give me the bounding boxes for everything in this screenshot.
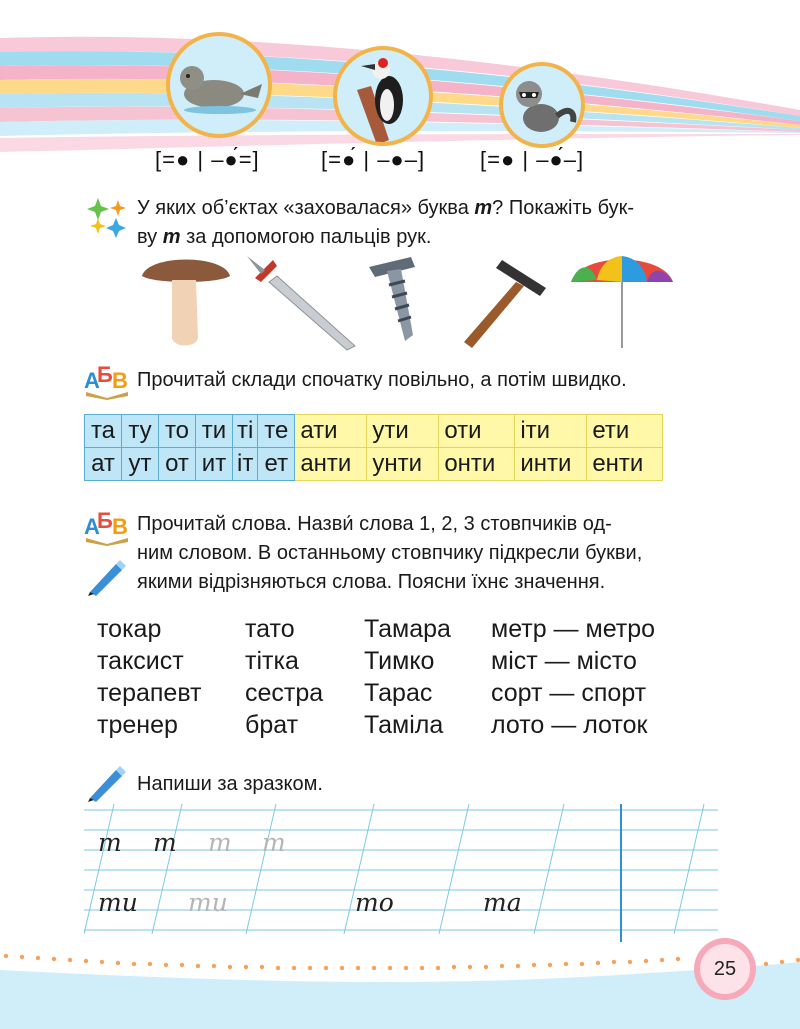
syllable-cell: инти <box>515 448 587 481</box>
pen-icon <box>86 560 126 596</box>
syllable-cell: іти <box>515 415 587 448</box>
task3-line2: ним словом. В останньому стовпчику підкресли букви, <box>137 542 643 564</box>
sample-letter: т <box>153 828 177 857</box>
syllable-cell: ати <box>295 415 367 448</box>
task1-line1: У яких об’єктах «заховалася» буква <box>137 197 475 219</box>
raccoon-picture <box>499 62 585 148</box>
word: Тимко <box>364 647 435 675</box>
seal-icon <box>170 36 268 134</box>
task1-line1-end: ? Покажіть бук- <box>492 197 635 219</box>
syllable-cell: унти <box>367 448 439 481</box>
syllable-cell: ти <box>196 415 233 448</box>
trace-syllable: тu <box>188 888 228 917</box>
syllable-row <box>85 448 663 481</box>
sample-syllable: та <box>483 888 522 917</box>
woodpecker-picture <box>333 46 433 146</box>
word-column-1 <box>97 613 202 741</box>
syllable-cell: те <box>258 415 295 448</box>
sparkle-icon <box>86 196 130 240</box>
syllable-cell: оти <box>439 415 515 448</box>
word: Тамара <box>364 615 451 643</box>
word: тато <box>245 615 295 643</box>
task1-text <box>137 194 687 252</box>
handwriting-lines <box>84 804 718 944</box>
task1-line2-end: за допомогою пальців рук. <box>180 226 432 248</box>
task1-letter-2: т <box>162 226 181 248</box>
word: токар <box>97 615 162 643</box>
syllable-cell: ат <box>85 448 122 481</box>
task4-instruction: Напиши за зразком. <box>137 773 323 795</box>
pen-icon <box>86 766 126 802</box>
task2-instruction: Прочитай склади спочатку повільно, а потім швидко. <box>137 369 627 391</box>
syllable-cell: ет <box>258 448 295 481</box>
task3-line1: Прочитай слова. Назви́ слова 1, 2, 3 стовпчиків од- <box>137 513 612 535</box>
syllable-cell: от <box>159 448 196 481</box>
word-pair: метр — метро <box>491 615 656 643</box>
word-pair: міст — місто <box>491 647 637 675</box>
page-number-badge <box>694 938 756 1000</box>
seal-picture <box>166 32 272 138</box>
reading-icon: А Б В <box>84 510 132 546</box>
sword-icon <box>243 252 363 352</box>
page-number: 25 <box>700 944 750 994</box>
woodpecker-icon <box>337 50 429 142</box>
task3-instruction <box>137 510 687 597</box>
word: тренер <box>97 711 178 739</box>
sample-letter: т <box>98 828 122 857</box>
word-column-3 <box>364 613 451 741</box>
reading-icon: А Б В <box>84 364 132 400</box>
sample-syllable: тu <box>98 888 138 917</box>
task1-letter: т <box>474 197 493 219</box>
syllable-cell: ети <box>587 415 663 448</box>
syllable-cell: ит <box>196 448 233 481</box>
raccoon-icon <box>503 66 581 144</box>
syllable-cell: ут <box>122 448 159 481</box>
syllable-cell: енти <box>587 448 663 481</box>
word-column-2 <box>245 613 323 741</box>
word: тітка <box>245 647 299 675</box>
syllable-cell: анти <box>295 448 367 481</box>
sound-scheme-raccoon: [=● | –●́–] <box>480 147 585 172</box>
word: таксист <box>97 647 184 675</box>
word-pair: сорт — спорт <box>491 679 647 707</box>
word: Таміла <box>364 711 444 739</box>
syllable-table <box>84 414 663 481</box>
word: терапевт <box>97 679 202 707</box>
mushroom-icon <box>138 252 233 350</box>
word-column-4 <box>491 613 655 741</box>
screw-icon <box>365 255 435 345</box>
footer-wave <box>0 940 800 1029</box>
umbrella-icon <box>567 252 677 350</box>
task1-line2-start: ву <box>137 226 163 248</box>
syllable-cell: ті <box>233 415 258 448</box>
syllable-cell: та <box>85 415 122 448</box>
syllable-cell: ути <box>367 415 439 448</box>
word: брат <box>245 711 299 739</box>
sample-syllable: то <box>355 888 394 917</box>
task3-line3: якими відрізняються слова. Поясни їхнє значення. <box>137 571 606 593</box>
syllable-cell: то <box>159 415 196 448</box>
hammer-icon <box>458 252 553 350</box>
trace-letter: т <box>208 828 232 857</box>
word-pair: лото — лоток <box>491 711 648 739</box>
syllable-cell: іт <box>233 448 258 481</box>
trace-letter: т <box>262 828 286 857</box>
word: сестра <box>245 679 324 707</box>
syllable-cell: ту <box>122 415 159 448</box>
syllable-cell: онти <box>439 448 515 481</box>
word: Тарас <box>364 679 433 707</box>
sound-scheme-woodpecker: [=●́ | –●–] <box>321 147 426 172</box>
sound-scheme-seal: [=● | –●́=] <box>155 147 260 172</box>
syllable-row <box>85 415 663 448</box>
